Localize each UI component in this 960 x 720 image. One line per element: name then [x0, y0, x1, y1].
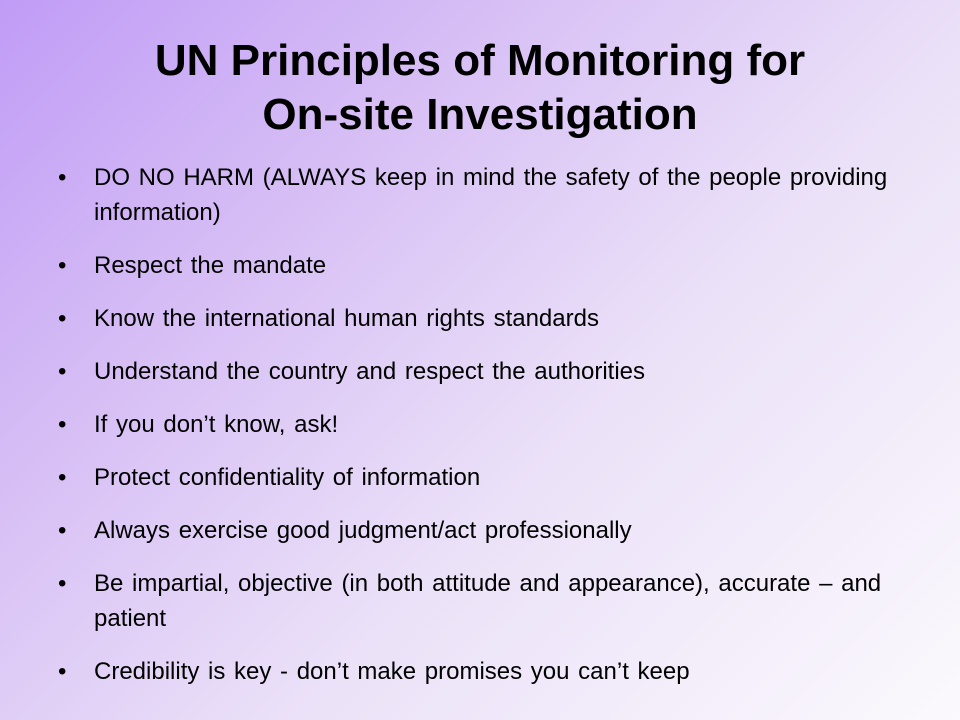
bullet-dot-icon: •: [58, 570, 67, 597]
bullet-text: If you don’t know, ask!: [94, 411, 339, 438]
bullet-text: DO NO HARM (ALWAYS keep in mind the safety of the people providing information): [94, 164, 888, 226]
bullet-list: [58, 160, 908, 707]
bullet-dot-icon: •: [58, 252, 67, 279]
bullet-item-confidentiality: [58, 460, 908, 495]
bullet-dot-icon: •: [58, 164, 67, 191]
bullet-item-impartial: [58, 566, 908, 636]
bullet-item-do-no-harm: [58, 160, 908, 230]
bullet-text: Protect confidentiality of information: [94, 464, 481, 491]
slide-title: [0, 34, 960, 142]
bullet-dot-icon: •: [58, 305, 67, 332]
bullet-item-ask: [58, 407, 908, 442]
bullet-dot-icon: •: [58, 658, 67, 685]
bullet-text: Know the international human rights standards: [94, 305, 599, 332]
bullet-text: Be impartial, objective (in both attitude and appearance), accurate – and patient: [94, 570, 882, 632]
bullet-item-credibility: [58, 654, 908, 689]
bullet-item-respect-mandate: [58, 248, 908, 283]
slide-title-line-2: On-site Investigation: [262, 90, 698, 139]
bullet-dot-icon: •: [58, 464, 67, 491]
bullet-item-good-judgment: [58, 513, 908, 548]
slide-title-line-1: UN Principles of Monitoring for: [154, 36, 806, 85]
bullet-text: Always exercise good judgment/act professionally: [94, 517, 632, 544]
bullet-text: Respect the mandate: [94, 252, 327, 279]
bullet-item-understand-country: [58, 354, 908, 389]
bullet-dot-icon: •: [58, 411, 67, 438]
bullet-dot-icon: •: [58, 517, 67, 544]
bullet-dot-icon: •: [58, 358, 67, 385]
bullet-item-know-standards: [58, 301, 908, 336]
bullet-text: Credibility is key - don’t make promises you can’t keep: [94, 658, 690, 685]
bullet-text: Understand the country and respect the authorities: [94, 358, 645, 385]
